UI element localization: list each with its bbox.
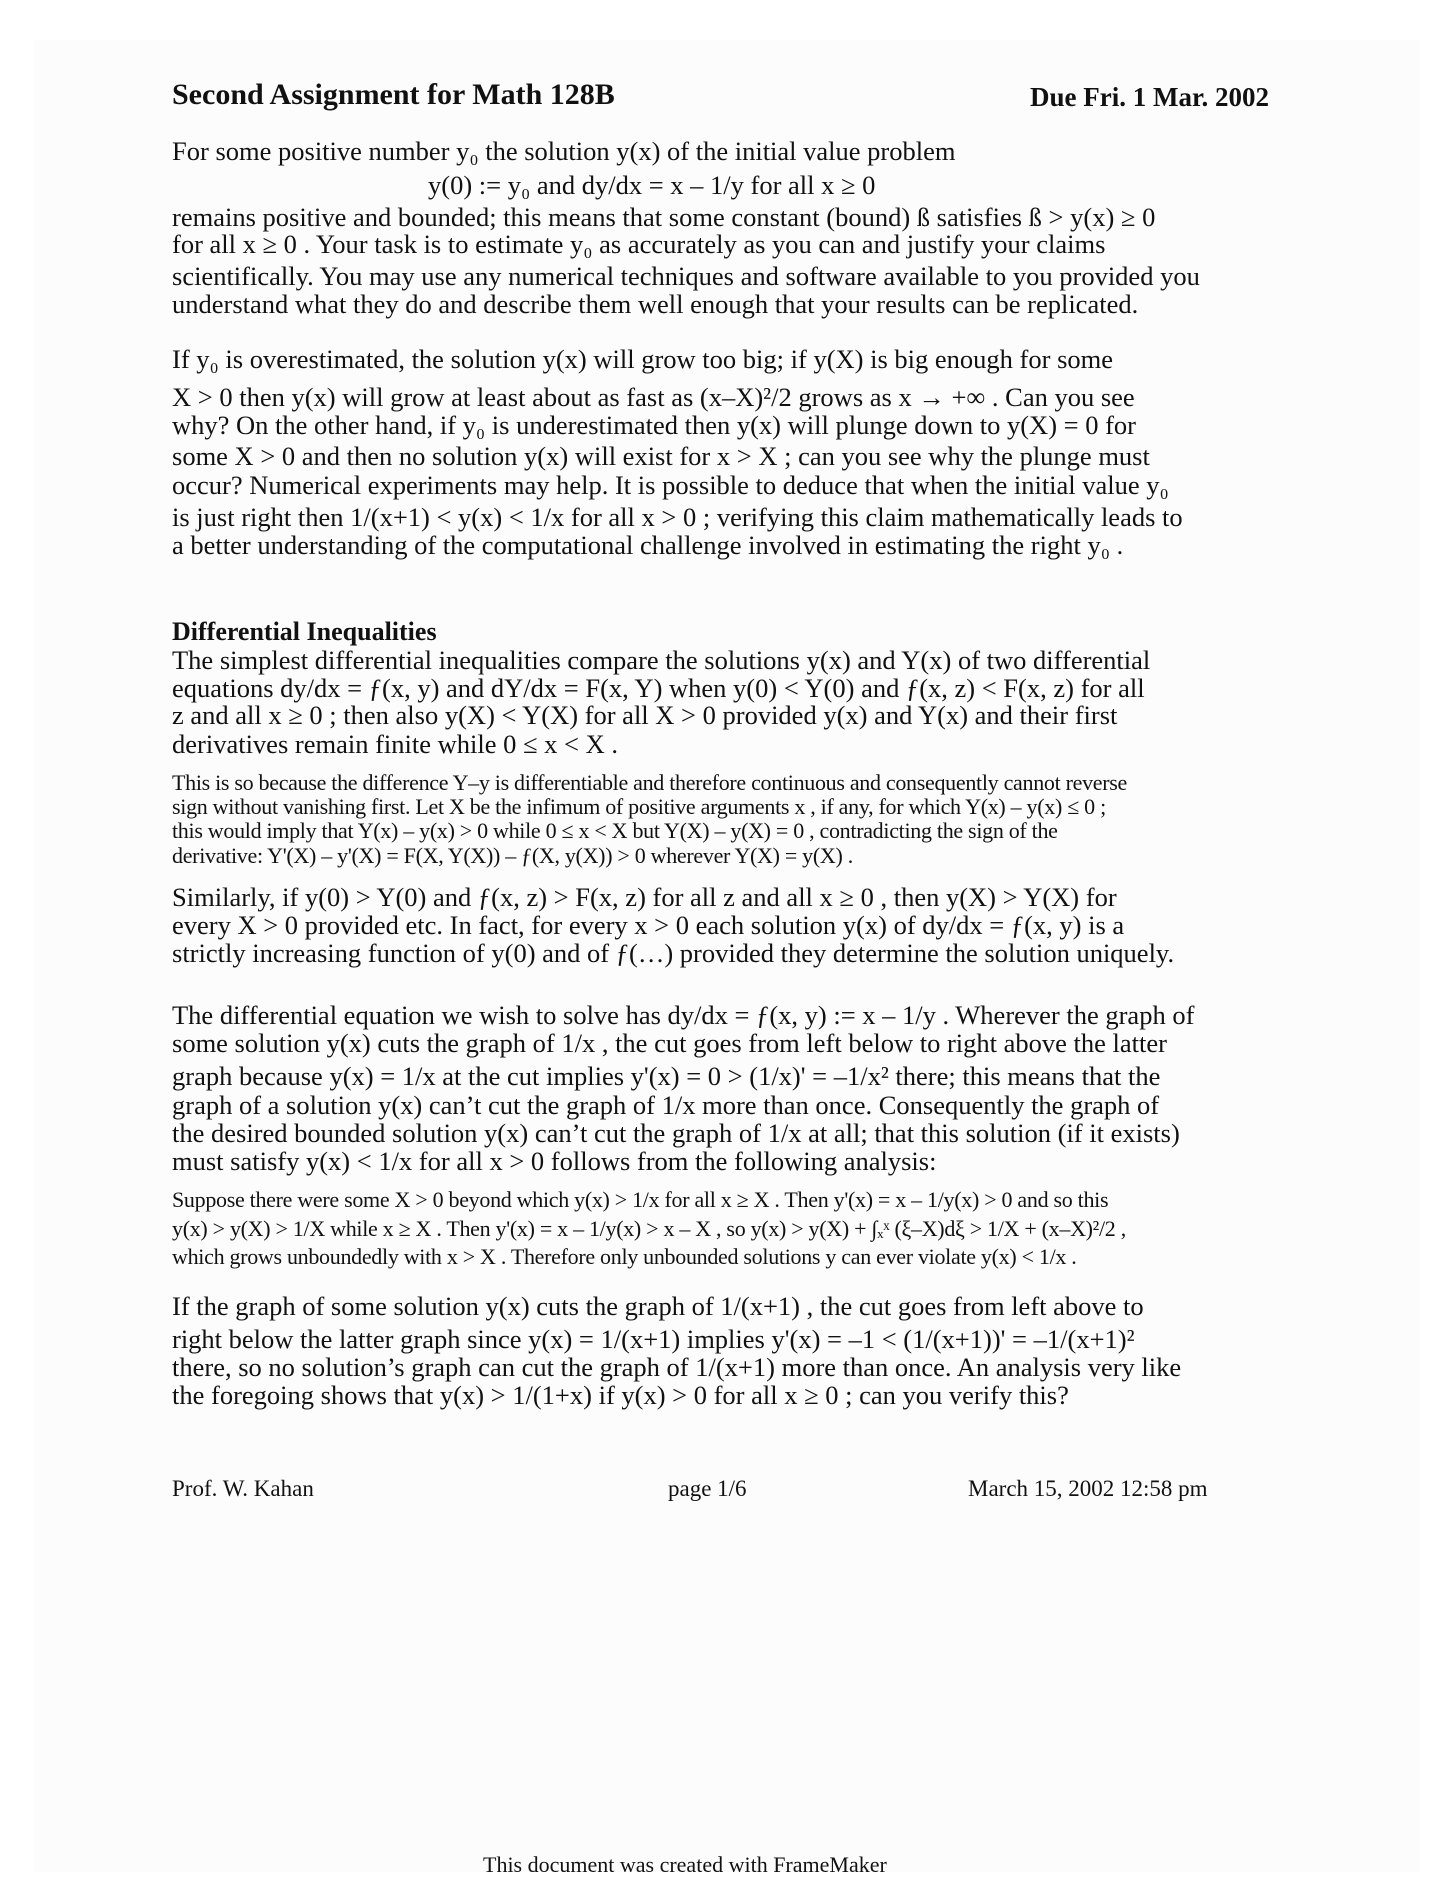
small-text-line: y(x) > y(X) > 1/X while x ≥ X . Then y'(x) = x – 1/y(x) > x – X , so y(x) > y(X) + ∫ₓˣ (ξ–X)dξ > 1/X + (x–X)²/2 , (172, 1216, 1126, 1241)
text-line: every X > 0 provided etc. In fact, for every x > 0 each solution y(x) of dy/dx = ƒ(x, y) is a (172, 910, 1125, 940)
text-line: For some positive number y₀ the solution y(x) of the initial value problem (172, 136, 956, 166)
text-line: z and all x ≥ 0 ; then also y(X) < Y(X) for all X > 0 provided y(x) and Y(x) and their first (172, 700, 1118, 730)
text-line: scientifically. You may use any numerical techniques and software available to you provided you (172, 261, 1200, 291)
text-line: is just right then 1/(x+1) < y(x) < 1/x for all x > 0 ; verifying this claim mathematically leads to (172, 502, 1183, 532)
small-text-line: sign without vanishing first. Let X be the infimum of positive arguments x , if any, for which Y(x) – y(x) ≤ 0 ; (172, 794, 1106, 819)
text-line: The differential equation we wish to solve has dy/dx = ƒ(x, y) := x – 1/y . Wherever the graph of (172, 1000, 1195, 1030)
text-line: Similarly, if y(0) > Y(0) and ƒ(x, z) > F(x, z) for all z and all x ≥ 0 , then y(X) > Y(X) for (172, 882, 1117, 912)
text-line: occur? Numerical experiments may help. It is possible to deduce that when the initial value y₀ (172, 470, 1169, 500)
small-text-line: which grows unboundedly with x > X . Therefore only unbounded solutions y can ever violate y(x) < 1/x . (172, 1244, 1077, 1269)
text-line: graph of a solution y(x) can’t cut the graph of 1/x more than once. Consequently the graph of (172, 1090, 1160, 1120)
document-title: Second Assignment for Math 128B (172, 78, 615, 111)
text-line: equations dy/dx = ƒ(x, y) and dY/dx = F(x, Y) when y(0) < Y(0) and ƒ(x, z) < F(x, z) for all (172, 673, 1145, 703)
text-line: why? On the other hand, if y₀ is underestimated then y(x) will plunge down to y(X) = 0 for (172, 410, 1136, 440)
text-line: remains positive and bounded; this means that some constant (bound) ß satisfies ß > y(x) ≥ 0 (172, 202, 1156, 232)
text-line: understand what they do and describe them well enough that your results can be replicated. (172, 289, 1139, 319)
text-line: the foregoing shows that y(x) > 1/(1+x) if y(x) > 0 for all x ≥ 0 ; can you verify this? (172, 1380, 1069, 1410)
section-heading: Differential Inequalities (172, 617, 437, 646)
text-line: X > 0 then y(x) will grow at least about as fast as (x–X)²/2 grows as x → +∞ . Can you see (172, 382, 1135, 412)
text-line: must satisfy y(x) < 1/x for all x > 0 follows from the following analysis: (172, 1146, 937, 1176)
text-line: derivatives remain finite while 0 ≤ x < X . (172, 729, 619, 759)
small-text-line: this would imply that Y(x) – y(x) > 0 while 0 ≤ x < X but Y(X) – y(X) = 0 , contradicting the sign of the (172, 818, 1058, 843)
small-text-line: Suppose there were some X > 0 beyond which y(x) > 1/x for all x ≥ X . Then y'(x) = x – 1/y(x) > 0 and so this (172, 1187, 1109, 1212)
footer-date: March 15, 2002 12:58 pm (968, 1476, 1208, 1501)
text-line: a better understanding of the computational challenge involved in estimating the right y₀ . (172, 530, 1124, 560)
footer-page-number: page 1/6 (668, 1476, 747, 1501)
small-text-line: This is so because the difference Y–y is differentiable and therefore continuous and consequently cannot reverse (172, 770, 1128, 795)
due-date: Due Fri. 1 Mar. 2002 (1030, 82, 1269, 112)
text-line: strictly increasing function of y(0) and of ƒ(…) provided they determine the solution uniquely. (172, 938, 1175, 968)
creator-note: This document was created with FrameMaker (483, 1852, 887, 1877)
text-line: If y₀ is overestimated, the solution y(x) will grow too big; if y(X) is big enough for some (172, 344, 1114, 374)
text-line: some solution y(x) cuts the graph of 1/x , the cut goes from left below to right above the latter (172, 1028, 1167, 1058)
text-line: graph because y(x) = 1/x at the cut implies y'(x) = 0 > (1/x)' = –1/x² there; this means that the (172, 1061, 1161, 1091)
text-line: some X > 0 and then no solution y(x) will exist for x > X ; can you see why the plunge must (172, 441, 1150, 471)
equation-line: y(0) := y₀ and dy/dx = x – 1/y for all x ≥ 0 (428, 170, 876, 200)
small-text-line: derivative: Y'(X) – y'(X) = F(X, Y(X)) – ƒ(X, y(X)) > 0 wherever Y(X) = y(X) . (172, 843, 853, 868)
footer-author: Prof. W. Kahan (172, 1476, 314, 1501)
text-line: If the graph of some solution y(x) cuts the graph of 1/(x+1) , the cut goes from left above to (172, 1291, 1144, 1321)
text-line: for all x ≥ 0 . Your task is to estimate y₀ as accurately as you can and justify your claims (172, 229, 1106, 259)
text-line: there, so no solution’s graph can cut the graph of 1/(x+1) more than once. An analysis very like (172, 1352, 1182, 1382)
text-line: the desired bounded solution y(x) can’t cut the graph of 1/x at all; that this solution (if it exists) (172, 1118, 1180, 1148)
text-line: The simplest differential inequalities compare the solutions y(x) and Y(x) of two differential (172, 645, 1151, 675)
text-line: right below the latter graph since y(x) = 1/(x+1) implies y'(x) = –1 < (1/(x+1))' = –1/(x+1)² (172, 1324, 1135, 1354)
